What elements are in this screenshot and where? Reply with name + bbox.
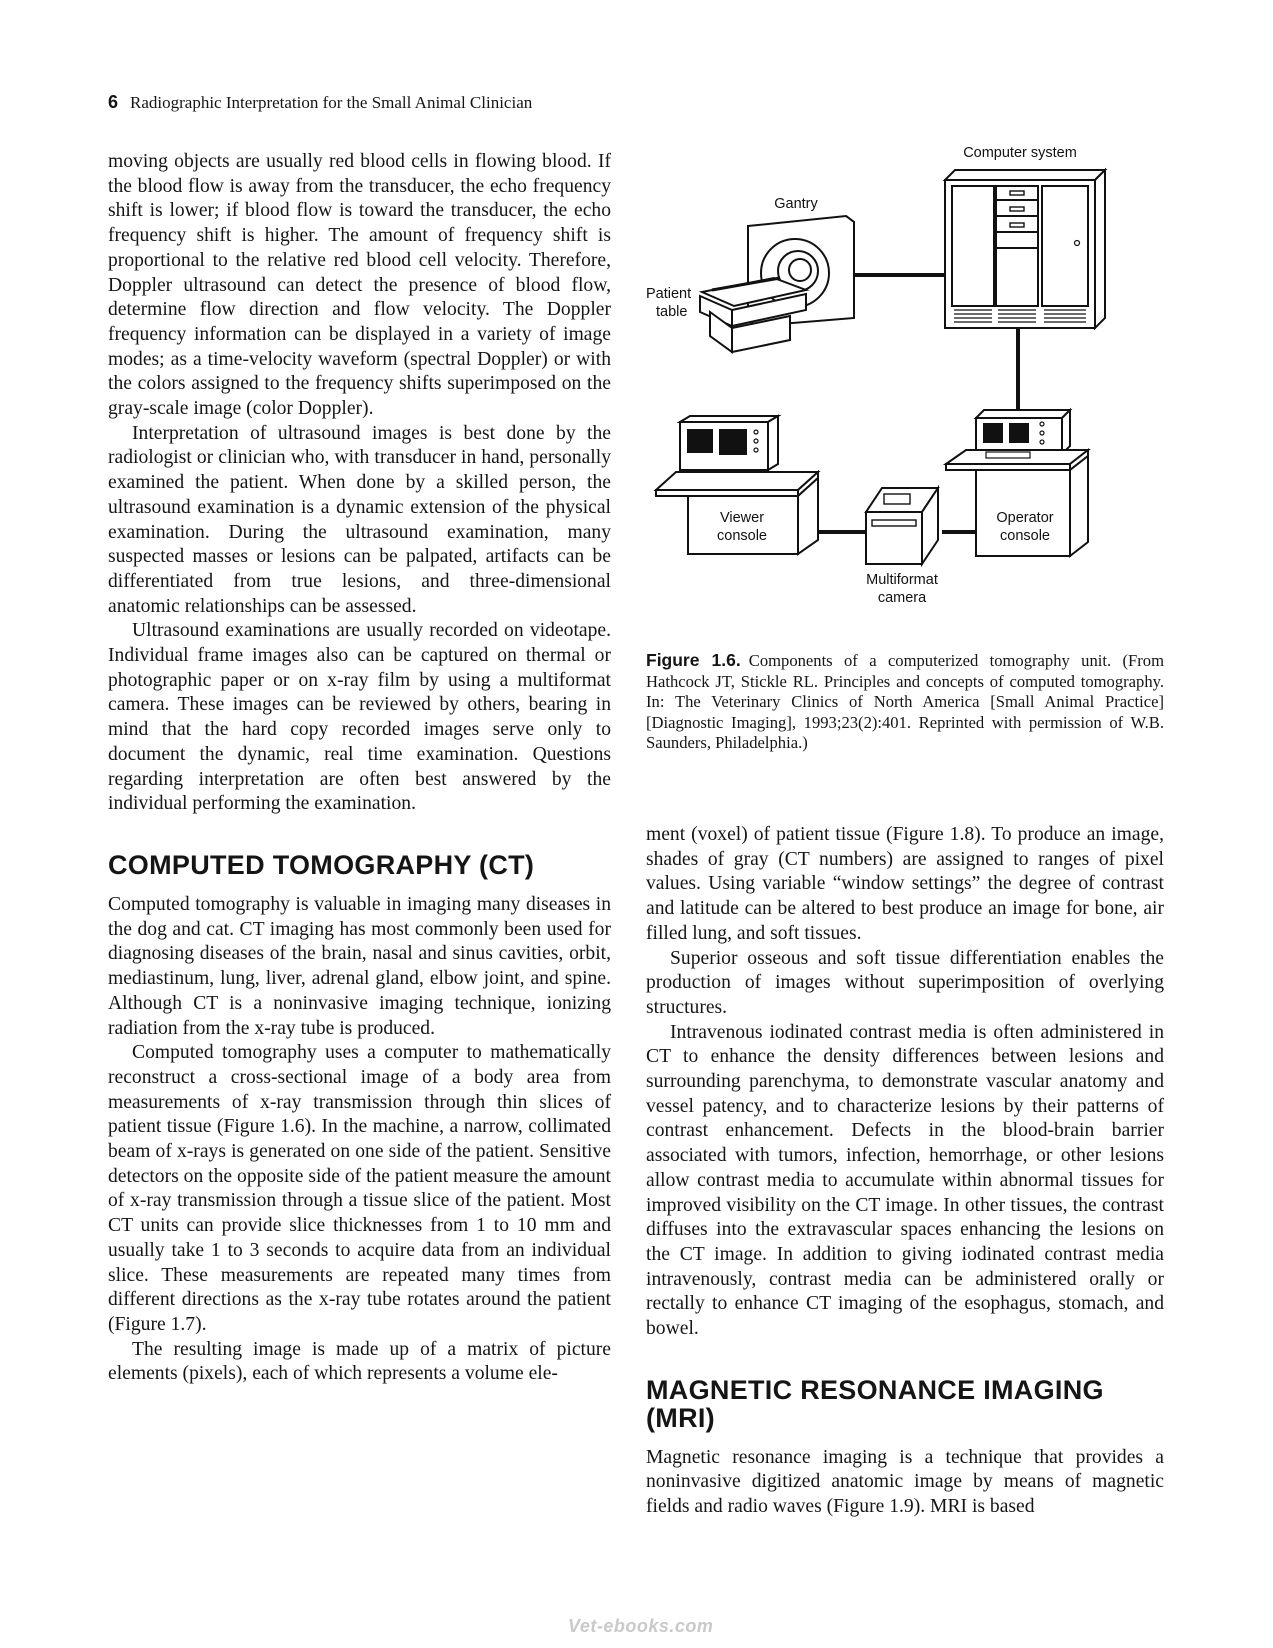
figure-caption [646,650,1164,754]
label-operator-console-line2: console [1000,528,1050,544]
paragraph: Intravenous iodinated contrast media is often administered in CT to enhance the density differences between lesions and surrounding parenchyma, to demonstrate vascular anatomy and vessel patency, and to characterize lesions by their patterns of contrast enhancement. Defects in the blood-brain barrier associated with tumors, infection, hemorrhage, or other lesions allow contrast media to accumulate within abnormal tissues for improved visibility on the CT image. In other tissues, the contrast diffuses into the extravascular spaces enhancing the lesions on the CT image. In addition to giving iodinated contrast media intravenously, contrast media can be administered orally or rectally to enhance CT imaging of the esophagus, stomach, and bowel. [646,1021,1164,1340]
label-viewer-console-line2: console [717,528,767,544]
paragraph: Interpretation of ultrasound images is best done by the radiologist or clinician who, with transducer in hand, personally examined the patient. When done by a skilled person, the ultrasound examination is a dynamic extension of the physical examination. During the ultrasound examination, many suspected masses or lesions can be palpated, artifacts can be differentiated from true lesions, and three-dimensional anatomic relationships can be assessed. [108,422,611,617]
paragraph: Superior osseous and soft tissue differentiation enables the production of images without superimposition of overlying structures. [646,947,1164,1018]
running-header [108,92,532,113]
label-operator-console-line1: Operator [996,510,1054,526]
paragraph: Computed tomography uses a computer to mathematically reconstruct a cross-sectional image of a body area from measurements of x-ray transmission through thin slices of patient tissue (Figure 1.6). In the machine, a narrow, collimated beam of x-rays is generated on one side of the patient. Sensitive detectors on the opposite side of the patient measure the amount of x-ray transmission through a tissue slice of the patient. Most CT units can provide slice thicknesses from 1 to 10 mm and usually take 1 to 3 seconds to acquire data from an individual slice. These measurements are repeated many times from different directions as the x-ray tube rotates around the patient (Figure 1.7). [108,1042,611,1335]
label-patient-table-line2: table [656,304,688,320]
ct-components-figure [640,140,1168,640]
ct-diagram [640,140,1168,640]
label-multiformat-camera-line2: camera [877,590,927,606]
left-column [108,150,611,1387]
paragraph: The resulting image is made up of a matrix of picture elements (pixels), each of which represents a volume ele- [108,1338,611,1385]
paragraph: Ultrasound examinations are usually recorded on videotape. Individual frame images also can be captured on thermal or photographic paper or on x-ray film by using a multiformat camera. These images can be reviewed by others, bearing in mind that the hard copy recorded images serve only to document the dynamic, real time examination. Questions regarding interpretation are often best answered by the individual performing the examination. [108,620,611,815]
watermark: Vet-ebooks.com [568,1616,714,1636]
multiformat-camera-icon [866,488,938,564]
section-heading-mri: MAGNETIC RESONANCE IMAGING (MRI) [646,1374,1104,1433]
page-number: 6 [108,92,119,112]
patient-table-icon [700,278,806,352]
paragraph: Computed tomography is valuable in imaging many diseases in the dog and cat. CT imaging has most commonly been used for diagnosing diseases of the brain, nasal and sinus cavities, orbit, mediastinum, lung, liver, adrenal gland, elbow joint, and spine. Although CT is a noninvasive imaging technique, ionizing radiation from the x-ray tube is produced. [108,893,611,1039]
label-computer-system: Computer system [963,145,1077,161]
paragraph: ment (voxel) of patient tissue (Figure 1.8). To produce an image, shades of gray (CT numbers) are assigned to ranges of pixel values. Using variable “window settings” the degree of contrast and latitude can be altered to best produce an image for bone, air filled lung, and soft tissues. [646,824,1164,944]
section-heading-ct: COMPUTED TOMOGRAPHY (CT) [108,849,535,880]
label-gantry: Gantry [774,196,818,212]
label-multiformat-camera-line1: Multiformat [866,572,938,588]
running-title: Radiographic Interpretation for the Small Animal Clinician [130,93,533,112]
right-column [646,823,1164,1520]
computer-system-icon [945,170,1105,328]
label-viewer-console-line1: Viewer [719,510,765,526]
caption-text: Components of a computerized tomography unit. (From Hathcock JT, Stickle RL. Principles and concepts of computed tomography. In: The Veterinary Clinics of North America [Small Animal Practice] [Diagnostic Imaging], 1993;23(2):401. Reprinted with permission of W.B. Saunders, Philadelphia.) [646,651,1164,753]
paragraph: moving objects are usually red blood cells in flowing blood. If the blood flow is away from the transducer, the echo frequency shift is lower; if blood flow is toward the transducer, the echo frequency shift is higher. The amount of frequency shift is proportional to the relative red blood cell velocity. Therefore, Doppler ultrasound can detect the presence of blood flow, determine flow direction and flow velocity. The Doppler frequency information can be displayed in a variety of image modes; as a time-velocity waveform (spectral Doppler) or with the colors assigned to the frequency shifts superimposed on the gray-scale image (color Doppler). [108,151,611,420]
label-patient-table-line1: Patient [646,286,692,302]
paragraph: Magnetic resonance imaging is a technique that provides a noninvasive digitized anatomic image by means of magnetic fields and radio waves (Figure 1.9). MRI is based [646,1446,1164,1518]
figure-label: Figure 1.6. [646,650,741,670]
